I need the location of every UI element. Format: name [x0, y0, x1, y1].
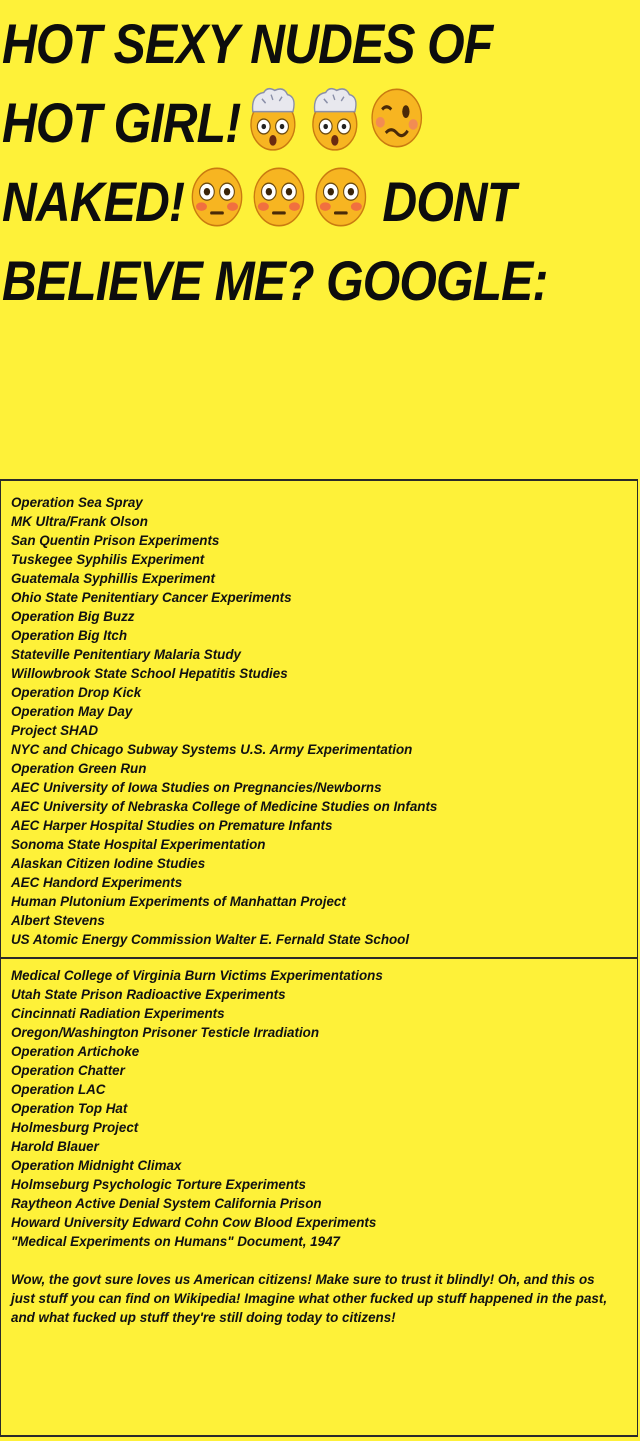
flushed-face-icon: [188, 163, 246, 231]
list-item: Cincinnati Radiation Experiments: [11, 1006, 225, 1021]
list-item: Operation May Day: [11, 704, 133, 719]
list-item: Operation Midnight Climax: [11, 1158, 182, 1173]
headline-line-2-text: HOT GIRL!: [2, 91, 241, 154]
headline: [2, 4, 548, 320]
list-item: Tuskegee Syphilis Experiment: [11, 552, 205, 567]
list-item: Utah State Prison Radioactive Experiments: [11, 987, 286, 1002]
headline-line-3-text-end: DONT: [382, 170, 516, 233]
headline-panel: [0, 0, 638, 481]
list-item: Operation Green Run: [11, 761, 147, 776]
headline-line-3: [2, 162, 548, 241]
list-item: AEC University of Iowa Studies on Pregnancies/Newborns: [11, 780, 382, 795]
list-item: Ohio State Penitentiary Cancer Experiments: [11, 590, 292, 605]
list-item: NYC and Chicago Subway Systems U.S. Army Experimentation: [11, 742, 413, 757]
headline-line-3-text-start: NAKED!: [2, 170, 185, 233]
list-item: San Quentin Prison Experiments: [11, 533, 220, 548]
list-item: Medical College of Virginia Burn Victims Experimentations: [11, 968, 383, 983]
list-item: Operation Top Hat: [11, 1101, 128, 1116]
list-item: Howard University Edward Cohn Cow Blood Experiments: [11, 1215, 377, 1230]
list-item: Operation Big Buzz: [11, 609, 135, 624]
list-item: Operation Big Itch: [11, 628, 128, 643]
flushed-face-icon: [311, 163, 369, 231]
experiments-list-panel-2: [0, 959, 638, 1437]
list-item: Oregon/Washington Prisoner Testicle Irradiation: [11, 1025, 320, 1040]
list-item: Albert Stevens: [11, 913, 105, 928]
experiments-list-1: [11, 493, 437, 949]
list-item: Operation LAC: [11, 1082, 106, 1097]
list-item: Raytheon Active Denial System California Prison: [11, 1196, 322, 1211]
experiments-list-2: [11, 966, 383, 1251]
list-item: US Atomic Energy Commission Walter E. Fernald State School: [11, 932, 410, 947]
list-item: Alaskan Citizen Iodine Studies: [11, 856, 206, 871]
list-item: AEC Handord Experiments: [11, 875, 183, 890]
list-item: Holmseburg Psychologic Torture Experiments: [11, 1177, 306, 1192]
list-item: Guatemala Syphillis Experiment: [11, 571, 215, 586]
flushed-face-icon: [249, 163, 307, 231]
list-item: Stateville Penitentiary Malaria Study: [11, 647, 241, 662]
list-item: AEC Harper Hospital Studies on Premature Infants: [11, 818, 333, 833]
list-item: MK Ultra/Frank Olson: [11, 514, 148, 529]
list-item: Holmesburg Project: [11, 1120, 139, 1135]
list-item: Willowbrook State School Hepatitis Studies: [11, 666, 288, 681]
woozy-face-icon: [368, 84, 426, 152]
headline-line-2: [2, 83, 548, 162]
list-item: Harold Blauer: [11, 1139, 99, 1154]
headline-line-1: HOT SEXY NUDES OF: [2, 12, 493, 75]
list-item: Operation Artichoke: [11, 1044, 140, 1059]
list-item: Sonoma State Hospital Experimentation: [11, 837, 266, 852]
list-item: Operation Chatter: [11, 1063, 125, 1078]
comment-paragraph: Wow, the govt sure loves us American citizens! Make sure to trust it blindly! Oh, and this os just stuff you can find on Wikipedia! Imagine what other fucked up stuff happened in the past, and what fucked up stuff they're still doing today to citizens!: [11, 1272, 608, 1325]
exploding-head-icon: [244, 84, 302, 152]
list-item: "Medical Experiments on Humans" Document, 1947: [11, 1234, 340, 1249]
exploding-head-icon: [306, 84, 364, 152]
list-item: Operation Sea Spray: [11, 495, 143, 510]
headline-line-4: BELIEVE ME? GOOGLE:: [2, 249, 548, 312]
list-item: Human Plutonium Experiments of Manhattan Project: [11, 894, 346, 909]
list-item: Project SHAD: [11, 723, 99, 738]
experiments-list-panel-1: [0, 481, 638, 959]
list-item: AEC University of Nebraska College of Medicine Studies on Infants: [11, 799, 438, 814]
list-item: Operation Drop Kick: [11, 685, 142, 700]
